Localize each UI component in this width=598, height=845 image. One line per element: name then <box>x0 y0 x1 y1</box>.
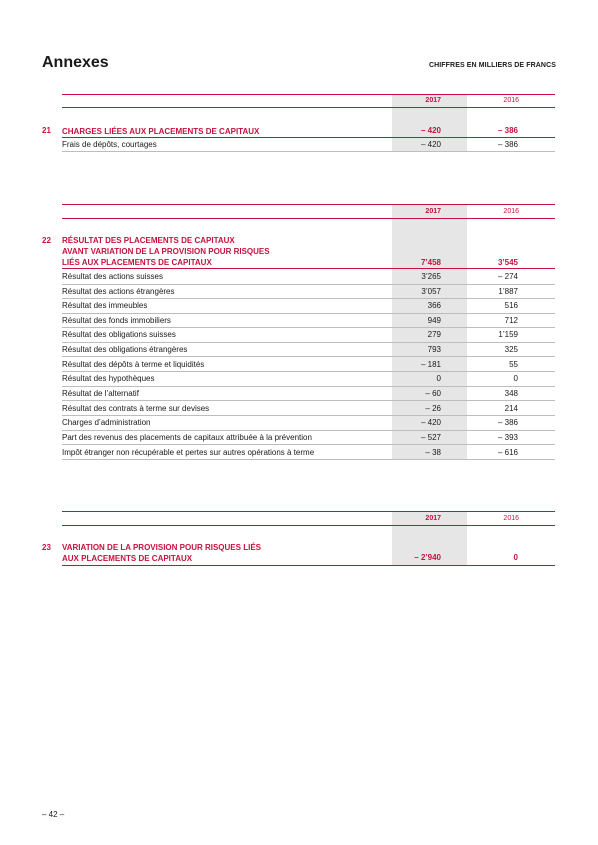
row-label: Impôt étranger non récupérable et pertes sur autres opérations à terme <box>62 448 315 457</box>
year-2016: 2016 <box>503 515 519 522</box>
row-label: Résultat des obligations étrangères <box>62 345 188 354</box>
header-rule <box>62 107 555 108</box>
row-label: Résultat des immeubles <box>62 301 148 310</box>
row-value-2016: – 274 <box>497 272 518 281</box>
row-value-2017: – 420 <box>420 418 441 427</box>
row-rule <box>62 356 555 357</box>
row-label: Résultat des fonds immobiliers <box>62 316 171 325</box>
row-value-2017: 0 <box>436 374 441 383</box>
section-title <box>62 542 261 564</box>
section-title-line: AVANT VARIATION DE LA PROVISION POUR RISQUES <box>62 247 270 256</box>
units-note: CHIFFRES EN MILLIERS DE FRANCS <box>428 62 556 69</box>
section-number: 22 <box>42 236 51 245</box>
row-rule <box>62 313 555 314</box>
section-number: 21 <box>42 126 51 135</box>
row-label: Frais de dépôts, courtages <box>62 140 157 149</box>
total-2017: – 420 <box>420 126 441 135</box>
row-value-2017: 793 <box>427 345 441 354</box>
title-rule <box>62 268 555 269</box>
header-rule <box>62 511 555 512</box>
row-value-2017: 366 <box>427 301 441 310</box>
row-label: Résultat des hypothèques <box>62 374 155 383</box>
row-value-2016: 516 <box>504 301 518 310</box>
row-label: Résultat des actions suisses <box>62 272 163 281</box>
row-value-2016: 325 <box>504 345 518 354</box>
row-value-2017: 3’265 <box>421 272 441 281</box>
row-value-2016: 1’887 <box>498 287 518 296</box>
row-value-2017: – 420 <box>420 140 441 149</box>
row-rule <box>62 298 555 299</box>
row-label: Résultat des dépôts à terme et liquidités <box>62 360 205 369</box>
row-value-2016: 214 <box>504 404 518 413</box>
row-value-2016: 55 <box>509 360 518 369</box>
row-value-2017: – 527 <box>420 433 441 442</box>
row-value-2016: 0 <box>513 374 518 383</box>
row-value-2017: – 26 <box>425 404 441 413</box>
section-title-line: LIÉS AUX PLACEMENTS DE CAPITAUX <box>62 258 212 267</box>
section-title <box>62 126 259 137</box>
section-title-line: VARIATION DE LA PROVISION POUR RISQUES LIÉS <box>62 543 261 552</box>
year-2017: 2017 <box>425 97 441 104</box>
row-value-2017: 3’057 <box>421 287 441 296</box>
header-rule <box>62 204 555 205</box>
total-2017: 7’458 <box>420 258 441 267</box>
row-rule <box>62 386 555 387</box>
row-value-2016: 712 <box>504 316 518 325</box>
section-title-line: CHARGES LIÉES AUX PLACEMENTS DE CAPITAUX <box>62 127 260 136</box>
row-rule <box>62 400 555 401</box>
year-2016: 2016 <box>503 208 519 215</box>
page-number: – 42 – <box>42 810 65 819</box>
title-rule <box>62 565 555 566</box>
row-value-2016: 1’159 <box>498 330 518 339</box>
row-value-2016: – 386 <box>497 418 518 427</box>
row-value-2017: 279 <box>427 330 441 339</box>
title-rule <box>62 137 555 138</box>
row-value-2017: – 38 <box>425 448 441 457</box>
row-label: Résultat des contrats à terme sur devises <box>62 404 210 413</box>
header-rule <box>62 94 555 95</box>
row-label: Résultat de l’alternatif <box>62 389 139 398</box>
row-rule <box>62 284 555 285</box>
year-2017: 2017 <box>425 208 441 215</box>
row-rule <box>62 371 555 372</box>
row-rule <box>62 342 555 343</box>
section-title <box>62 235 270 268</box>
header-rule <box>62 525 555 526</box>
total-2016: 3’545 <box>497 258 518 267</box>
page-title: Annexes <box>42 54 109 71</box>
row-label: Part des revenus des placements de capitaux attribuée à la prévention <box>62 433 312 442</box>
row-rule <box>62 151 555 152</box>
row-rule <box>62 459 555 460</box>
row-rule <box>62 430 555 431</box>
row-value-2017: – 181 <box>420 360 441 369</box>
row-value-2016: – 393 <box>497 433 518 442</box>
row-label: Résultat des actions étrangères <box>62 287 175 296</box>
section-title-line: AUX PLACEMENTS DE CAPITAUX <box>62 554 193 563</box>
row-value-2017: 949 <box>427 316 441 325</box>
row-value-2016: – 616 <box>497 448 518 457</box>
row-rule <box>62 444 555 445</box>
row-label: Résultat des obligations suisses <box>62 330 176 339</box>
header-rule <box>62 218 555 219</box>
total-2016: 0 <box>513 553 518 562</box>
year-2017: 2017 <box>425 515 441 522</box>
row-rule <box>62 415 555 416</box>
row-label: Charges d’administration <box>62 418 151 427</box>
row-value-2016: – 386 <box>497 140 518 149</box>
total-2017: – 2’940 <box>414 553 441 562</box>
row-value-2017: – 60 <box>425 389 441 398</box>
section-number: 23 <box>42 543 51 552</box>
row-value-2016: 348 <box>504 389 518 398</box>
section-title-line: RÉSULTAT DES PLACEMENTS DE CAPITAUX <box>62 236 235 245</box>
total-2016: – 386 <box>497 126 518 135</box>
year-2016: 2016 <box>503 97 519 104</box>
row-rule <box>62 327 555 328</box>
